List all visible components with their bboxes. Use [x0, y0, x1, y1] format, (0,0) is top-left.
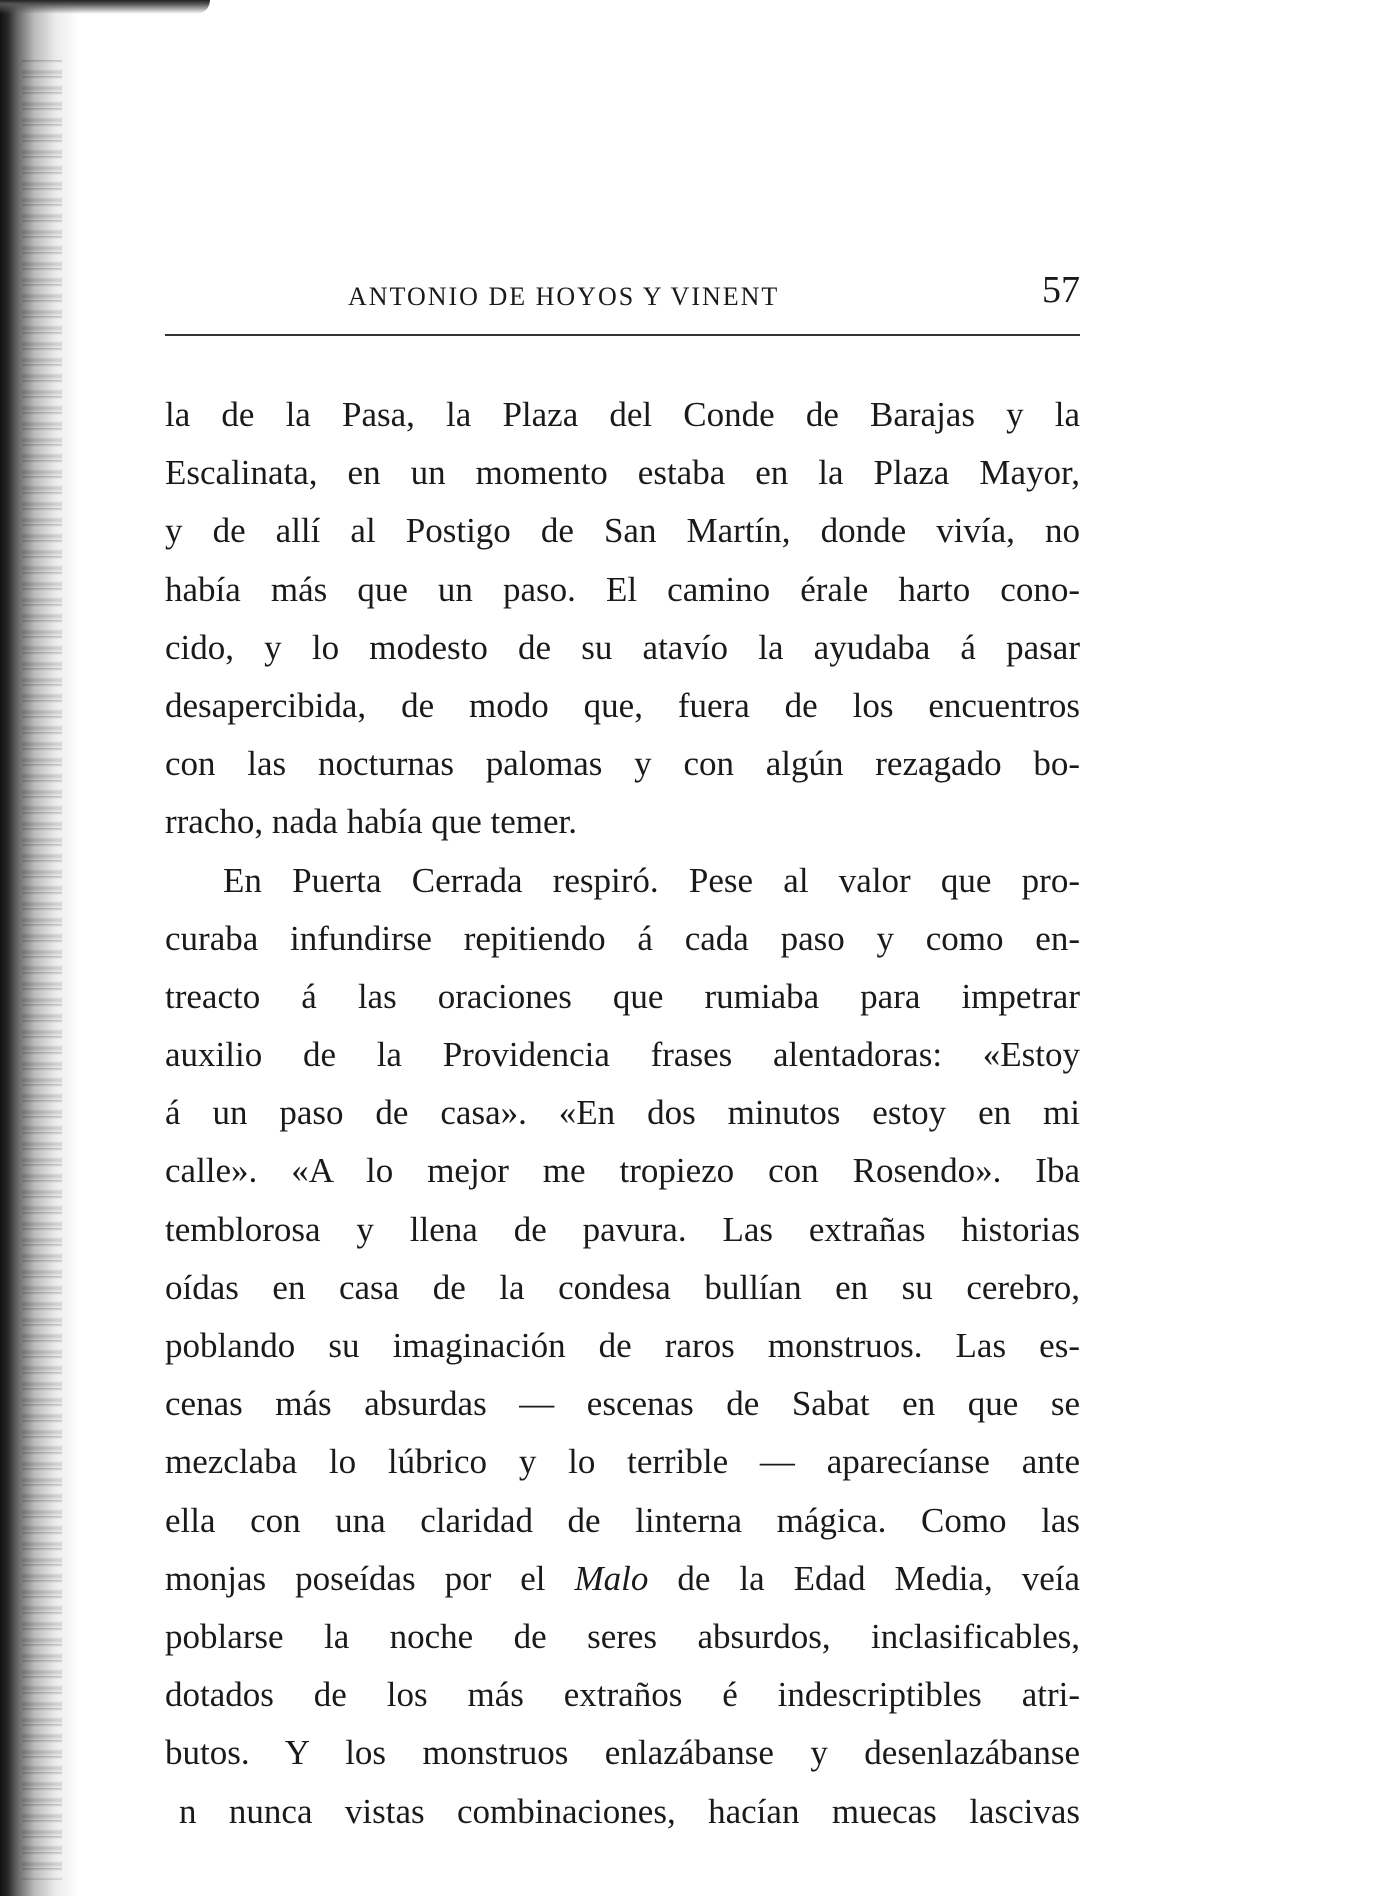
header-rule — [165, 334, 1080, 336]
page-corner-shadow — [0, 0, 210, 14]
text-line: butos. Y los monstruos enlazábanse y desenlazábanse — [165, 1733, 1080, 1773]
text-line: dotados de los más extraños é indescriptibles atri- — [165, 1675, 1080, 1715]
text-line: poblando su imaginación de raros monstruos. Las es- — [165, 1326, 1080, 1365]
text-line: auxilio de la Providencia frases alentadoras: «Estoy — [165, 1035, 1080, 1075]
text-line: y de allí al Postigo de San Martín, donde vivía, no — [165, 511, 1080, 551]
text-segment: de la Edad Media, veía — [648, 1558, 1080, 1598]
text-line: temblorosa y llena de pavura. Las extrañas historias — [165, 1209, 1080, 1249]
page-gutter-shadow — [0, 0, 80, 1896]
italic-word: Malo — [574, 1558, 649, 1598]
text-line: con las nocturnas palomas y con algún rezagado bo- — [165, 744, 1080, 784]
text-line: á un paso de casa». «En dos minutos estoy en mi — [165, 1093, 1080, 1133]
text-line: n nunca vistas combinaciones, hacían muecas lascivas — [179, 1791, 1080, 1831]
text-line-with-italic — [165, 1550, 1080, 1608]
text-line: rracho, nada había que temer. — [165, 802, 578, 842]
text-line: oídas en casa de la condesa bullían en su cerebro, — [165, 1267, 1080, 1307]
text-line: cido, y lo modesto de su atavío la ayudaba á pasar — [165, 627, 1080, 667]
text-line: poblarse la noche de seres absurdos, inclasificables, — [165, 1616, 1080, 1656]
text-segment: monjas poseídas por el — [165, 1558, 575, 1598]
text-line: curaba infundirse repitiendo á cada paso y como en- — [165, 918, 1080, 958]
text-line: treacto á las oraciones que rumiaba para impetrar — [165, 976, 1080, 1016]
text-line: la de la Pasa, la Plaza del Conde de Barajas y la — [165, 395, 1080, 434]
text-line: ella con una claridad de linterna mágica. Como las — [165, 1500, 1080, 1540]
text-line: había más que un paso. El camino érale harto cono- — [165, 569, 1080, 609]
page-number: 57 — [1042, 269, 1080, 311]
gutter-specks — [22, 60, 62, 1880]
text-line: Escalinata, en un momento estaba en la Plaza Mayor, — [165, 453, 1080, 493]
text-line: calle». «A lo mejor me tropiezo con Rosendo». Iba — [165, 1151, 1080, 1191]
page-header — [165, 268, 1080, 318]
text-line: cenas más absurdas — escenas de Sabat en que se — [165, 1384, 1080, 1424]
running-head: ANTONIO DE HOYOS Y VINENT — [348, 282, 780, 311]
body-text — [165, 386, 1080, 1841]
paragraph-start-line: En Puerta Cerrada respiró. Pese al valor que pro- — [223, 860, 1080, 900]
text-line: desapercibida, de modo que, fuera de los encuentros — [165, 685, 1080, 725]
text-line: mezclaba lo lúbrico y lo terrible — aparecíanse ante — [165, 1442, 1080, 1482]
